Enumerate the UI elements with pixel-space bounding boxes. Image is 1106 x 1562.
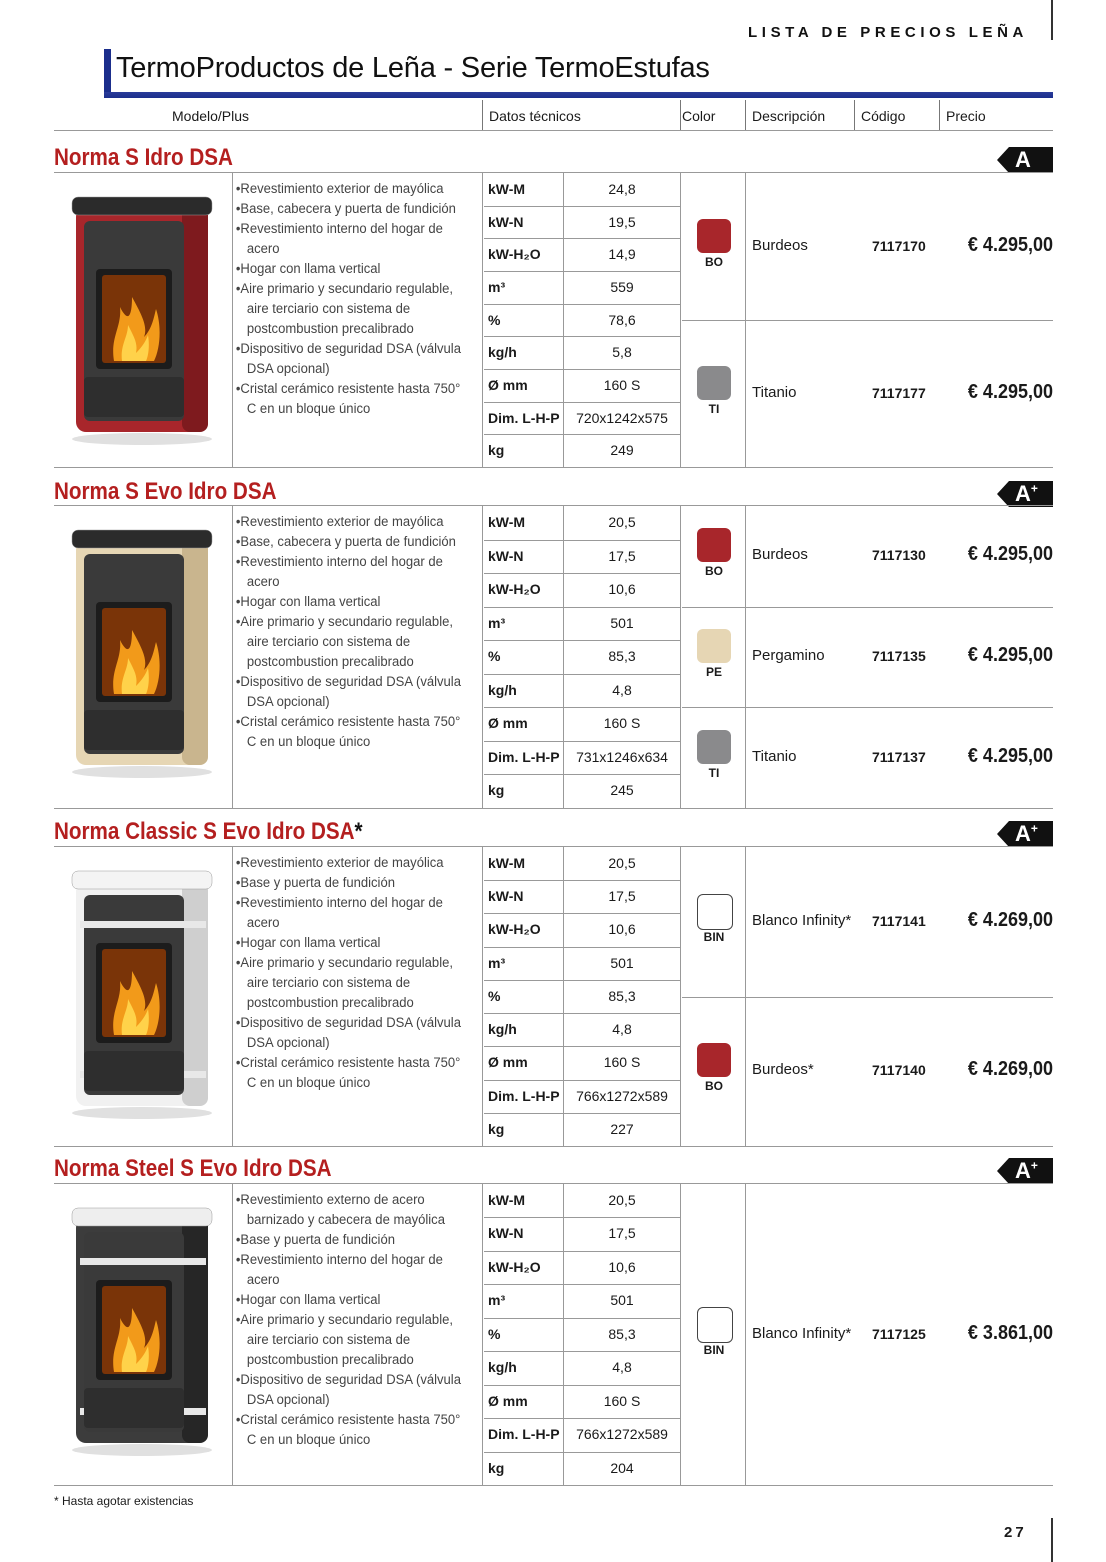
color-code: BIN bbox=[703, 1342, 725, 1357]
spec-key: Dim. L-H-P bbox=[488, 409, 560, 426]
spec-value: 19,5 bbox=[608, 213, 636, 230]
variant-code: 7117125 bbox=[872, 1325, 926, 1342]
energy-class: A bbox=[1015, 821, 1031, 846]
variant-price: € 4.295,00 bbox=[967, 543, 1053, 566]
spec-value: 501 bbox=[610, 1292, 634, 1309]
col-tech: Datos técnicos bbox=[489, 108, 581, 124]
spec-key: kW-N bbox=[488, 547, 524, 564]
feature-list bbox=[234, 1190, 464, 1450]
spec-value: 17,5 bbox=[608, 888, 636, 905]
column-divider bbox=[482, 506, 483, 808]
col-desc: Descripción bbox=[752, 108, 826, 124]
spec-row bbox=[484, 506, 680, 541]
spec-key: Ø mm bbox=[488, 715, 528, 732]
spec-value: 227 bbox=[610, 1120, 634, 1137]
spec-value: 160 S bbox=[603, 715, 641, 732]
spec-value: 766x1272x589 bbox=[576, 1426, 668, 1443]
feature-item: • Revestimiento externo de acero barnizado y cabecera de mayólica bbox=[234, 1190, 464, 1230]
spec-row bbox=[484, 1217, 680, 1251]
spec-row bbox=[484, 707, 680, 742]
spec-row bbox=[484, 1046, 680, 1080]
variant-row bbox=[682, 173, 1053, 321]
spec-value: 14,9 bbox=[608, 246, 636, 263]
col-price: Precio bbox=[946, 108, 986, 124]
feature-item: • Hogar con llama vertical bbox=[234, 933, 464, 953]
spec-key: kg/h bbox=[488, 681, 517, 698]
feature-item: • Dispositivo de seguridad DSA (válvula DSA opcional) bbox=[234, 1013, 464, 1053]
column-divider bbox=[232, 173, 233, 467]
variant-price: € 4.295,00 bbox=[967, 233, 1053, 256]
spec-value: 766x1272x589 bbox=[576, 1087, 668, 1104]
spec-row bbox=[484, 540, 680, 575]
energy-class-label bbox=[1015, 147, 1031, 173]
spec-value: 10,6 bbox=[608, 581, 636, 598]
col-model: Modelo/Plus bbox=[172, 108, 250, 124]
column-divider bbox=[680, 173, 681, 467]
product-name: Norma Steel S Evo Idro DSA bbox=[54, 1155, 332, 1182]
spec-value: 501 bbox=[610, 954, 634, 971]
spec-key: kW-N bbox=[488, 1225, 524, 1242]
variant-row bbox=[682, 1184, 1053, 1485]
spec-row bbox=[484, 271, 680, 305]
product-block bbox=[54, 846, 1053, 1147]
variant-description: Pergamino bbox=[752, 646, 825, 664]
feature-item: • Hogar con llama vertical bbox=[234, 259, 464, 279]
spec-row bbox=[484, 336, 680, 370]
spec-row bbox=[484, 1251, 680, 1285]
spec-key: Ø mm bbox=[488, 1392, 528, 1409]
variant-description: Titanio bbox=[752, 383, 797, 401]
variant-row bbox=[682, 997, 1053, 1147]
stove-image bbox=[62, 177, 222, 452]
product-name: Norma S Idro DSA bbox=[54, 144, 233, 171]
variant-description: Burdeos bbox=[752, 236, 808, 254]
feature-list bbox=[234, 512, 464, 752]
spec-key: m³ bbox=[488, 614, 506, 631]
spec-key: m³ bbox=[488, 954, 506, 971]
spec-key: Ø mm bbox=[488, 1054, 528, 1071]
color-code: PE bbox=[705, 664, 722, 679]
spec-row bbox=[484, 1284, 680, 1318]
product-title bbox=[54, 478, 276, 506]
feature-item: • Revestimiento exterior de mayólica bbox=[234, 853, 464, 873]
spec-row bbox=[484, 1452, 680, 1485]
spec-row bbox=[484, 607, 680, 642]
column-divider bbox=[482, 847, 483, 1146]
footnote: * Hasta agotar existencias bbox=[54, 1494, 194, 1508]
spec-key: kg bbox=[488, 782, 505, 799]
column-header bbox=[54, 100, 1053, 131]
feature-item: • Aire primario y secundario regulable, aire terciario con sistema de postcombustion precalibrado bbox=[234, 1310, 464, 1370]
spec-key: % bbox=[488, 311, 501, 328]
feature-item: • Aire primario y secundario regulable, aire terciario con sistema de postcombustion precalibrado bbox=[234, 279, 464, 339]
energy-class-badge bbox=[997, 1158, 1053, 1184]
spec-row bbox=[484, 206, 680, 240]
spec-row bbox=[484, 304, 680, 338]
spec-key: Dim. L-H-P bbox=[488, 1087, 560, 1104]
feature-item: • Cristal cerámico resistente hasta 750° C en un bloque único bbox=[234, 1410, 464, 1450]
spec-key: kW-M bbox=[488, 1192, 526, 1208]
spec-row bbox=[484, 1351, 680, 1385]
col-divider bbox=[482, 100, 483, 130]
energy-class-label bbox=[1015, 1158, 1038, 1184]
column-divider bbox=[680, 847, 681, 1146]
col-divider bbox=[939, 100, 940, 130]
feature-item: • Hogar con llama vertical bbox=[234, 592, 464, 612]
spec-value: 160 S bbox=[603, 1054, 641, 1071]
product-block bbox=[54, 172, 1053, 468]
color-code: BIN bbox=[703, 929, 725, 944]
feature-item: • Dispositivo de seguridad DSA (válvula DSA opcional) bbox=[234, 1370, 464, 1410]
spec-value: 20,5 bbox=[608, 514, 636, 530]
variant-price: € 4.295,00 bbox=[967, 744, 1053, 767]
feature-item: • Revestimiento exterior de mayólica bbox=[234, 512, 464, 532]
col-divider bbox=[854, 100, 855, 130]
variant-row bbox=[682, 847, 1053, 998]
spec-value: 4,8 bbox=[612, 1021, 632, 1038]
spec-key: kg/h bbox=[488, 1359, 517, 1376]
product-title bbox=[54, 144, 233, 172]
spec-row bbox=[484, 369, 680, 403]
spec-row bbox=[484, 402, 680, 436]
spec-row bbox=[484, 238, 680, 272]
spec-key: m³ bbox=[488, 279, 506, 295]
color-swatch bbox=[697, 528, 731, 562]
variant-code: 7117140 bbox=[872, 1062, 926, 1079]
spec-row bbox=[484, 1385, 680, 1419]
variant-description: Blanco Infinity* bbox=[752, 1324, 852, 1342]
feature-item: • Revestimiento interno del hogar de acero bbox=[234, 219, 464, 259]
variant-price: € 4.295,00 bbox=[967, 380, 1053, 403]
spec-value: 731x1246x634 bbox=[576, 748, 668, 765]
spec-row bbox=[484, 1184, 680, 1218]
spec-row bbox=[484, 847, 680, 881]
feature-item: • Cristal cerámico resistente hasta 750° C en un bloque único bbox=[234, 1053, 464, 1093]
column-divider bbox=[482, 1184, 483, 1485]
product-block bbox=[54, 1183, 1053, 1486]
col-code: Código bbox=[861, 108, 906, 124]
variant-price: € 4.295,00 bbox=[967, 643, 1053, 666]
spec-value: 501 bbox=[610, 614, 634, 631]
spec-row bbox=[484, 434, 680, 467]
spec-key: kW-M bbox=[488, 514, 526, 530]
spec-value: 85,3 bbox=[608, 1325, 636, 1342]
variant-row bbox=[682, 707, 1053, 808]
spec-value: 20,5 bbox=[608, 855, 636, 871]
spec-value: 4,8 bbox=[612, 1359, 632, 1376]
spec-value: 24,8 bbox=[608, 181, 636, 197]
color-code: TI bbox=[708, 765, 720, 780]
spec-row bbox=[484, 1013, 680, 1047]
spec-value: 160 S bbox=[603, 1392, 641, 1409]
color-swatch bbox=[697, 894, 733, 930]
product-name: Norma S Evo Idro DSA bbox=[54, 478, 277, 505]
variant-code: 7117137 bbox=[872, 748, 926, 765]
col-divider bbox=[745, 100, 746, 130]
energy-class-label bbox=[1015, 821, 1038, 847]
product-name: Norma Classic S Evo Idro DSA bbox=[54, 818, 355, 845]
color-code: BO bbox=[705, 564, 723, 579]
column-divider bbox=[680, 1184, 681, 1485]
stove-image bbox=[62, 510, 222, 785]
color-swatch bbox=[697, 730, 731, 764]
color-swatch bbox=[697, 1307, 733, 1343]
feature-item: • Cristal cerámico resistente hasta 750° C en un bloque único bbox=[234, 712, 464, 752]
spec-value: 249 bbox=[610, 442, 634, 459]
spec-value: 5,8 bbox=[612, 344, 632, 361]
color-swatch bbox=[697, 219, 731, 253]
spec-key: % bbox=[488, 648, 501, 665]
spec-key: kW-M bbox=[488, 855, 526, 871]
spec-row bbox=[484, 674, 680, 709]
variant-price: € 3.861,00 bbox=[967, 1321, 1053, 1344]
page-title: TermoProductos de Leña - Serie TermoEstufas bbox=[116, 52, 710, 84]
feature-item: • Base y puerta de fundición bbox=[234, 1230, 464, 1250]
feature-item: • Revestimiento interno del hogar de acero bbox=[234, 552, 464, 592]
energy-class-badge bbox=[997, 147, 1053, 173]
column-divider bbox=[680, 506, 681, 808]
column-divider bbox=[232, 506, 233, 808]
spec-key: kW-N bbox=[488, 213, 524, 230]
spec-row bbox=[484, 1418, 680, 1452]
feature-item: • Cristal cerámico resistente hasta 750° C en un bloque único bbox=[234, 379, 464, 419]
header-label: LISTA DE PRECIOS LEÑA bbox=[748, 24, 1028, 41]
variant-row bbox=[682, 607, 1053, 709]
page-number: 27 bbox=[1004, 1524, 1027, 1541]
spec-row bbox=[484, 1080, 680, 1114]
title-underline bbox=[104, 92, 1053, 98]
stove-image bbox=[62, 851, 222, 1126]
spec-value: 10,6 bbox=[608, 921, 636, 938]
spec-key: kg bbox=[488, 1120, 505, 1137]
variant-description: Titanio bbox=[752, 747, 797, 765]
spec-value: 17,5 bbox=[608, 1225, 636, 1242]
variant-description: Burdeos* bbox=[752, 1061, 814, 1079]
col-divider bbox=[680, 100, 681, 130]
spec-key: kg bbox=[488, 442, 505, 459]
product-title bbox=[54, 1155, 332, 1183]
energy-class-label bbox=[1015, 481, 1038, 507]
energy-class-plus: + bbox=[1030, 1158, 1038, 1173]
feature-item: • Dispositivo de seguridad DSA (válvula DSA opcional) bbox=[234, 339, 464, 379]
product-title bbox=[54, 818, 363, 846]
spec-row bbox=[484, 947, 680, 981]
variant-row bbox=[682, 320, 1053, 467]
color-swatch bbox=[697, 629, 731, 663]
spec-value: 720x1242x575 bbox=[576, 409, 668, 426]
spec-row bbox=[484, 980, 680, 1014]
spec-key: kW-N bbox=[488, 888, 524, 905]
spec-value: 78,6 bbox=[608, 311, 636, 328]
spec-key: kW-H₂O bbox=[488, 921, 541, 938]
col-color: Color bbox=[682, 108, 716, 124]
spec-row bbox=[484, 741, 680, 776]
variant-price: € 4.269,00 bbox=[967, 908, 1053, 931]
spec-row bbox=[484, 880, 680, 914]
feature-item: • Hogar con llama vertical bbox=[234, 1290, 464, 1310]
product-block bbox=[54, 505, 1053, 809]
spec-row bbox=[484, 913, 680, 947]
product-name-mark: * bbox=[354, 818, 363, 845]
color-swatch bbox=[697, 366, 731, 400]
spec-value: 17,5 bbox=[608, 547, 636, 564]
spec-value: 160 S bbox=[603, 377, 641, 393]
feature-item: • Revestimiento exterior de mayólica bbox=[234, 179, 464, 199]
spec-key: kg/h bbox=[488, 344, 517, 361]
spec-value: 85,3 bbox=[608, 987, 636, 1004]
variant-code: 7117135 bbox=[872, 647, 926, 664]
spec-key: kg/h bbox=[488, 1021, 517, 1038]
spec-row bbox=[484, 1318, 680, 1352]
spec-row bbox=[484, 573, 680, 608]
spec-key: Dim. L-H-P bbox=[488, 748, 560, 765]
top-rule bbox=[1051, 0, 1053, 40]
spec-key: kW-H₂O bbox=[488, 246, 541, 263]
variant-description: Burdeos bbox=[752, 546, 808, 564]
spec-key: Ø mm bbox=[488, 377, 528, 393]
column-divider bbox=[482, 173, 483, 467]
spec-row bbox=[484, 173, 680, 207]
feature-item: • Revestimiento interno del hogar de acero bbox=[234, 893, 464, 933]
color-code: TI bbox=[708, 401, 720, 416]
variant-code: 7117130 bbox=[872, 547, 926, 564]
spec-key: % bbox=[488, 1325, 501, 1342]
spec-row bbox=[484, 640, 680, 675]
column-divider bbox=[232, 847, 233, 1146]
spec-value: 10,6 bbox=[608, 1258, 636, 1275]
feature-list bbox=[234, 179, 464, 419]
variant-code: 7117177 bbox=[872, 384, 926, 401]
column-divider bbox=[232, 1184, 233, 1485]
energy-class-plus: + bbox=[1030, 821, 1038, 836]
variant-price: € 4.269,00 bbox=[967, 1058, 1053, 1081]
feature-item: • Dispositivo de seguridad DSA (válvula DSA opcional) bbox=[234, 672, 464, 712]
spec-key: kg bbox=[488, 1459, 505, 1476]
spec-key: kW-H₂O bbox=[488, 581, 541, 598]
feature-item: • Aire primario y secundario regulable, aire terciario con sistema de postcombustion precalibrado bbox=[234, 612, 464, 672]
feature-item: • Base, cabecera y puerta de fundición bbox=[234, 199, 464, 219]
feature-item: • Revestimiento interno del hogar de acero bbox=[234, 1250, 464, 1290]
spec-key: kW-H₂O bbox=[488, 1258, 541, 1275]
feature-item: • Aire primario y secundario regulable, aire terciario con sistema de postcombustion precalibrado bbox=[234, 953, 464, 1013]
energy-class: A bbox=[1015, 147, 1031, 172]
energy-class: A bbox=[1015, 1158, 1031, 1183]
spec-key: m³ bbox=[488, 1292, 506, 1309]
energy-class-badge bbox=[997, 481, 1053, 507]
energy-class-plus: + bbox=[1030, 481, 1038, 496]
feature-item: • Base y puerta de fundición bbox=[234, 873, 464, 893]
variant-description: Blanco Infinity* bbox=[752, 911, 852, 929]
spec-value: 85,3 bbox=[608, 648, 636, 665]
variant-row bbox=[682, 506, 1053, 608]
spec-value: 245 bbox=[610, 782, 634, 799]
energy-class-badge bbox=[997, 821, 1053, 847]
stove-image bbox=[62, 1188, 222, 1463]
spec-value: 20,5 bbox=[608, 1192, 636, 1208]
spec-value: 559 bbox=[610, 279, 634, 295]
spec-key: Dim. L-H-P bbox=[488, 1426, 560, 1443]
spec-value: 204 bbox=[610, 1459, 634, 1476]
title-accent bbox=[104, 49, 111, 93]
spec-row bbox=[484, 774, 680, 808]
spec-value: 4,8 bbox=[612, 681, 632, 698]
variant-code: 7117170 bbox=[872, 237, 926, 254]
color-code: BO bbox=[705, 1079, 723, 1094]
energy-class: A bbox=[1015, 481, 1031, 506]
variant-code: 7117141 bbox=[872, 912, 926, 929]
feature-item: • Base, cabecera y puerta de fundición bbox=[234, 532, 464, 552]
bottom-rule bbox=[1051, 1518, 1053, 1562]
color-code: BO bbox=[705, 254, 723, 269]
spec-key: kW-M bbox=[488, 181, 526, 197]
spec-row bbox=[484, 1113, 680, 1146]
feature-list bbox=[234, 853, 464, 1093]
spec-key: % bbox=[488, 987, 501, 1004]
color-swatch bbox=[697, 1043, 731, 1077]
